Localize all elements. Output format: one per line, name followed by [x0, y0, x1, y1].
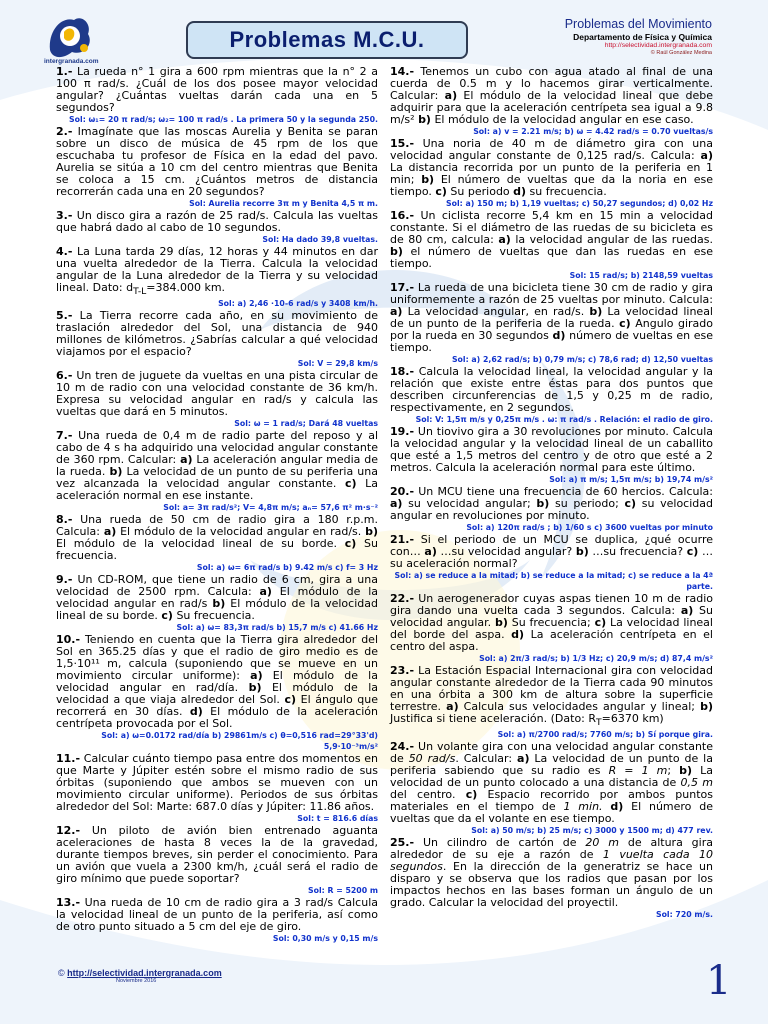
problem-statement: 14.- Tenemos un cubo con agua atado al final de una cuerda de 0.5 m y lo hacemos girar verticalmente. Calcular: a) El módulo de la velocidad lineal que debe adquirir para que la aceleración centrípeta sea igual a 9.8 m/s² b) El módulo de la velocidad angular en ese caso.: [390, 65, 713, 126]
problem-item: [390, 366, 713, 425]
problem-solution: Sol: ω₁= 20 π rad/s; ω₂= 100 π rad/s . La primera 50 y la segunda 250.: [69, 115, 378, 124]
problem-statement: 16.- Un ciclista recorre 5,4 km en 15 min a velocidad constante. Si el diámetro de las ruedas de su bicicleta es de 80 cm, calcula: a) la velocidad angular de las ruedas. b) el número de vueltas que dan las ruedas en ese tiempo.: [390, 209, 713, 270]
problem-item: [390, 282, 713, 365]
problem-statement: 20.- Un MCU tiene una frecuencia de 60 hercios. Calcula: a) su velocidad angular; b) su periodo; c) su velocidad angular en revoluciones por minuto.: [390, 485, 713, 522]
problem-item: [56, 370, 378, 429]
problem-solution: Sol: R = 5200 m: [308, 886, 378, 896]
problem-item: [390, 593, 713, 664]
problem-solution: Sol: 15 rad/s; b) 2148,59 vueltas: [569, 271, 713, 280]
problem-item: [390, 741, 713, 836]
department-name: Departamento de Física y Química: [573, 31, 712, 42]
problem-item: [390, 486, 713, 533]
problem-item: [56, 514, 378, 573]
problem-statement: 10.- Teniendo en cuenta que la Tierra gira alrededor del Sol en 365.25 días y que el radio de giro medio es de 1,5·10¹¹ m, calcula (suponiendo que se mueve en un movimiento circular uniforme): a) El módulo de la velocidad angular en rad/día. b) El módulo de la velocidad a que viaja alrededor del Sol. c) El ángulo que recorrerá en 30 días. d) El módulo de la aceleración centrípeta provocada por el Sol.: [56, 633, 379, 731]
problem-solution: Sol: a) 50 m/s; b) 25 m/s; c) 3000 y 1500 m; d) 477 rev.: [471, 826, 713, 836]
problem-solution: Sol: V: 1,5π m/s y 0,25π m/s . ω: π rad/s . Relación: el radio de giro.: [415, 415, 713, 424]
page-number: 1: [706, 958, 732, 1004]
problem-statement: 8.- Una rueda de 50 cm de radio gira a 180 r.p.m. Calcula: a) El módulo de la velocidad angular en rad/s. b) El módulo de la velocidad lineal de su borde. c) Su frecuencia.: [56, 513, 378, 563]
author-credit: © Raúl González Medina: [650, 49, 712, 56]
problem-item: [390, 66, 713, 137]
problem-statement: 25.- Un cilindro de cartón de 20 m de altura gira alrededor de su eje a razón de 1 vuelta cada 10 segundos. En la dirección de la generatriz se hace un disparo y se observa que los radios que pasan por los impactos hechos en las bases forman un ángulo de un grado. Calcular la velocidad del proyectil.: [390, 836, 713, 910]
header-info: [565, 17, 712, 56]
problem-solution: Sol: ω = 1 rad/s; Dará 48 vueltas: [234, 419, 378, 429]
problem-item: [56, 634, 378, 752]
footer-date: Noviembre 2016: [116, 978, 157, 984]
problem-statement: 11.- Calcular cuánto tiempo pasa entre dos momentos en que Marte y Júpiter estén sobre el mismo radio de sus órbitas (suponiendo que ambos se mueven con un movimiento circular uniforme). Periodos de sus órbitas alrededor del Sol: Marte: 687.0 días y Júpiter: 11.86 años.: [56, 752, 378, 814]
problem-statement: 2.- Imagínate que las moscas Aurelia y Benita se paran sobre un disco de música de 45 rpm de los que escuchaba tu profesor de Física en la edad del pavo. Aurelia se sitúa a 10 cm del centro mientras que Benita se coloca a 15 cm. ¿Cuántos metros de distancia recorrerán cada una en 20 segundos?: [56, 125, 378, 198]
page-title: Problemas M.C.U.: [229, 27, 425, 52]
right-column: [390, 66, 713, 921]
problem-item: [56, 310, 378, 369]
problem-item: [56, 897, 378, 944]
problem-solution: Sol: Aurelia recorre 3π m y Benita 4,5 π m.: [189, 199, 378, 208]
problem-statement: 12.- Un piloto de avión bien entrenado aguanta aceleraciones de hasta 8 veces la de la gravedad, durante tiempos breves, sin perder el conocimiento. Para un avión que vuela a 2300 km/h, ¿cuál será el radio de giro mínimo que puede soportar?: [56, 824, 378, 886]
problem-item: [390, 837, 713, 920]
problem-item: [56, 753, 378, 824]
problem-item: [56, 430, 378, 513]
problem-statement: 6.- Un tren de juguete da vueltas en una pista circular de 10 m de radio con una velocidad constante de 36 km/h. Expresa su velocidad angular en rad/s y calcula las vueltas que dará en 5 minutos.: [56, 369, 378, 419]
problem-solution: Sol: Ha dado 39,8 vueltas.: [262, 235, 378, 244]
logo-text: intergranada.com: [44, 58, 99, 65]
problem-statement: 13.- Una rueda de 10 cm de radio gira a 3 rad/s Calcula la velocidad lineal de un punto de la periferia, así como de otro punto situado a 5 cm del eje de giro.: [56, 896, 378, 934]
problem-statement: 7.- Una rueda de 0,4 m de radio parte del reposo y al cabo de 4 s ha adquirido una velocidad angular constante de 360 rpm. Calcular: a) La aceleración angular media de la rueda. b) La velocidad de un punto de su periferia una vez alcanzada la velocidad angular constante. c) La aceleración normal en ese instante.: [56, 429, 378, 503]
problem-item: [390, 426, 713, 485]
problem-solution: Sol: a) π m/s; 1,5π m/s; b) 19,74 m/s²: [549, 475, 713, 484]
problem-solution: Sol: 0,30 m/s y 0,15 m/s: [272, 934, 378, 944]
problem-statement: 4.- La Luna tarda 29 días, 12 horas y 44 minutos en dar una vuelta alrededor de la Tierra. Calcula la velocidad angular de la Luna alrededor de la Tierra y su velocidad lineal. Dato: $d_{T-L}=384.000$ km.: [56, 245, 378, 298]
problem-statement: 18.- Calcula la velocidad lineal, la velocidad angular y la relación que existe entre éstas para dos puntos que describen circunferencias de 1,5 y 0,25 m de radio, respectivamente, en 2 segundos.: [390, 365, 713, 414]
problem-item: [390, 210, 713, 281]
problem-solution: Sol: a) 150 m; b) 1,19 vueltas; c) 50,27 segundos; d) 0,02 Hz: [445, 199, 713, 208]
problem-statement: 9.- Un CD-ROM, que tiene un radio de 6 cm, gira a una velocidad de 2500 rpm. Calcula: a) El módulo de la velocidad angular en rad/s b) El módulo de la velocidad lineal de su borde. c) Su frecuencia.: [56, 573, 378, 623]
problem-statement: 21.- Si el periodo de un MCU se duplica, ¿qué ocurre con… a) …su velocidad angular? b) …su frecuencia? c) …su aceleración normal?: [390, 533, 713, 570]
problem-item: [56, 246, 378, 309]
problem-solution: Sol: V = 29,8 km/s: [297, 359, 378, 369]
problem-item: [56, 66, 378, 125]
problem-solution: Sol: a= 3π rad/s²; V= 4,8π m/s; aₙ= 57,6 π² m·s⁻²: [163, 503, 378, 513]
problem-solution: Sol: a) 2,46 ·10-6 rad/s y 3408 km/h.: [218, 299, 378, 309]
problem-statement: 24.- Un volante gira con una velocidad angular constante de 50 rad/s. Calcular: a) La velocidad de un punto de la periferia sabiendo que su radio es R = 1 m; b) La velocidad de un punto colocado a una distancia de 0,5 m del centro. c) Espacio recorrido por ambos puntos materiales en el tiempo de 1 min. d) El número de vueltas que da el volante en ese tiempo.: [390, 740, 713, 826]
problem-item: [390, 138, 713, 209]
problem-solution: Sol: a) ω=0.0172 rad/día b) 29861m/s c) θ=0,516 rad=29°33'd) 5,9·10⁻³m/s²: [101, 731, 378, 752]
problem-solution: Sol: a) 2,62 rad/s; b) 0,79 m/s; c) 78,6 rad; d) 12,50 vueltas: [451, 355, 713, 364]
problem-solution: Sol: a) v = 2.21 m/s; b) ω = 4.42 rad/s = 0.70 vueltas/s: [473, 127, 713, 136]
footer: [58, 968, 222, 984]
problem-statement: 23.- La Estación Espacial Internacional gira con velocidad angular constante alrededor de la Tierra cada 90 minutos en una órbita a 300 km de altura sobre la superficie terrestre. a) Calcula sus velocidades angular y lineal; b) Justifica si tiene aceleración. (Dato: $R_T=6370$ km): [390, 664, 713, 729]
problem-solution: Sol: a) 2π/3 rad/s; b) 1/3 Hz; c) 20,9 m/s; d) 87,4 m/s²: [479, 654, 713, 663]
footer-link[interactable]: http://selectividad.intergranada.com: [67, 968, 222, 978]
problem-item: [390, 665, 713, 740]
problem-statement: 19.- Un tiovivo gira a 30 revoluciones por minuto. Calcula la velocidad angular y la velocidad lineal de un caballito que esté a 1,5 metros del centro y de otro que esté a 2 metros. Calcula la aceleración normal para este último.: [390, 425, 713, 474]
problem-solution: Sol: a) ω= 83,3π rad/s b) 15,7 m/s c) 41.66 Hz: [176, 623, 378, 633]
problem-solution: Sol: a) 120π rad/s ; b) 1/60 s c) 3600 vueltas por minuto: [466, 523, 713, 532]
problem-statement: 22.- Un aerogenerador cuyas aspas tienen 10 m de radio gira dando una vuelta cada 3 segundos. Calcula: a) Su velocidad angular. b) Su frecuencia; c) La velocidad lineal del borde del aspa. d) La aceleración centrípeta en el centro del aspa.: [390, 592, 713, 653]
problem-statement: 1.- La rueda n° 1 gira a 600 rpm mientras que la n° 2 a 100 π rad/s. ¿Cuál de los dos posee mayor velocidad angular? ¿Cuántas vueltas darán cada una en 5 segundos?: [56, 65, 378, 114]
problem-solution: Sol: a) π/2700 rad/s; 7760 m/s; b) Sí porque gira.: [497, 730, 713, 740]
problem-item: [56, 825, 378, 896]
problem-solution: Sol: a) ω= 6π rad/s b) 9.42 m/s c) f= 3 Hz: [196, 563, 378, 573]
problem-solution: Sol: 720 m/s.: [655, 910, 713, 920]
problem-statement: 3.- Un disco gira a razón de 25 rad/s. Calcula las vueltas que habrá dado al cabo de 10 segundos.: [56, 209, 378, 234]
subject-title: Problemas del Movimiento: [564, 17, 712, 31]
problem-item: [56, 210, 378, 245]
problem-item: [390, 534, 713, 592]
problem-solution: Sol: t = 816.6 días: [297, 814, 378, 824]
left-column: [56, 66, 378, 945]
header-url[interactable]: http://selectividad.intergranada.com: [604, 41, 712, 49]
page-title-box: [186, 21, 468, 59]
problem-statement: 17.- La rueda de una bicicleta tiene 30 cm de radio y gira uniformemente a razón de 25 vueltas por minuto. Calcula: a) La velocidad angular, en rad/s. b) La velocidad lineal de un punto de la periferia de la rueda. c) Angulo girado por la rueda en 30 segundos d) número de vueltas en ese tiempo.: [390, 281, 713, 354]
problem-solution: Sol: a) se reduce a la mitad; b) se reduce a la mitad; c) se reduce a la 4ª parte.: [394, 571, 713, 591]
problem-statement: 15.- Una noria de 40 m de diámetro gira con una velocidad angular constante de 0,125 rad/s. Calcula: a) La distancia recorrida por un punto de la periferia en 1 min; b) El número de vueltas que da la noria en ese tiempo. c) Su periodo d) su frecuencia.: [390, 137, 713, 198]
problem-statement: 5.- La Tierra recorre cada año, en su movimiento de traslación alrededor del Sol, una distancia de 940 millones de kilómetros. ¿Sabrías calcular a qué velocidad viajamos por el espacio?: [56, 309, 378, 359]
problem-item: [56, 574, 378, 633]
problem-item: [56, 126, 378, 209]
copyright-symbol: ©: [58, 968, 65, 978]
